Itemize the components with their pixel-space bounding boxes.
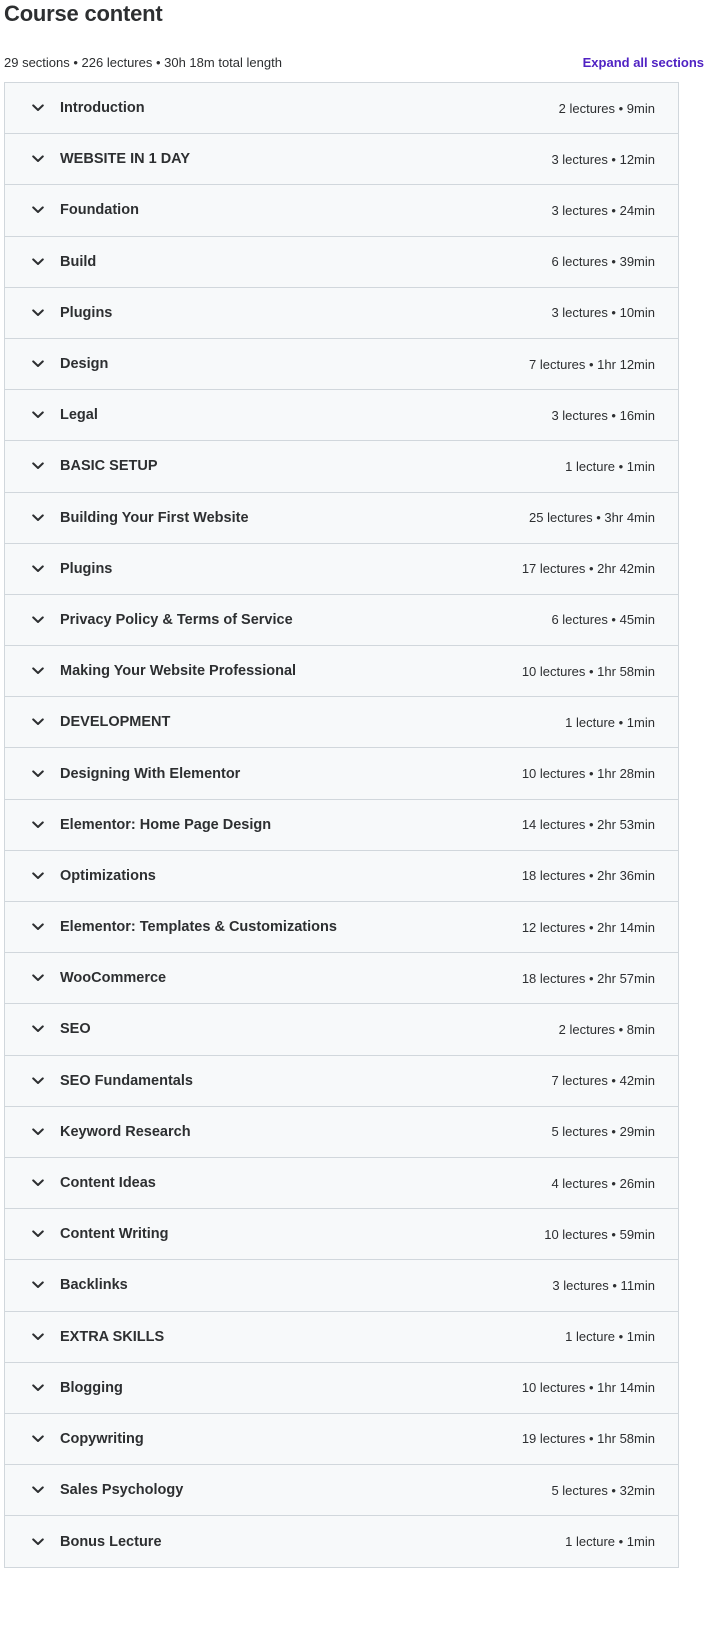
section-header[interactable] xyxy=(5,1209,678,1260)
chevron-down-icon xyxy=(31,562,45,576)
section-lecture-count: 6 lectures • 39min xyxy=(551,254,655,270)
section-lecture-count: 6 lectures • 45min xyxy=(551,612,655,628)
course-summary: 29 sections • 226 lectures • 30h 18m total length xyxy=(4,54,282,70)
section-title: Plugins xyxy=(60,560,113,577)
section-lecture-count: 18 lectures • 2hr 36min xyxy=(521,868,655,884)
section-header[interactable] xyxy=(5,544,678,595)
content-summary-row xyxy=(4,52,704,72)
chevron-down-icon xyxy=(31,1483,45,1497)
section-title: DEVELOPMENT xyxy=(60,714,171,731)
section-lecture-count: 1 lecture • 1min xyxy=(565,458,655,474)
section-header[interactable] xyxy=(5,185,678,236)
chevron-down-icon xyxy=(31,255,45,269)
section-lecture-count: 19 lectures • 1hr 58min xyxy=(521,1431,655,1447)
section-lecture-count: 17 lectures • 2hr 42min xyxy=(521,561,655,577)
section-header[interactable] xyxy=(5,1056,678,1107)
section-header[interactable] xyxy=(5,237,678,288)
chevron-down-icon xyxy=(31,767,45,781)
section-header[interactable] xyxy=(5,441,678,492)
section-title: Sales Psychology xyxy=(60,1482,184,1499)
section-header[interactable] xyxy=(5,902,678,953)
chevron-down-icon xyxy=(31,152,45,166)
section-header[interactable] xyxy=(5,748,678,799)
section-title: BASIC SETUP xyxy=(60,458,158,475)
chevron-down-icon xyxy=(31,1381,45,1395)
section-title: Copywriting xyxy=(60,1430,144,1447)
chevron-down-icon xyxy=(31,1176,45,1190)
section-header[interactable] xyxy=(5,1004,678,1055)
section-lecture-count: 2 lectures • 9min xyxy=(558,100,655,116)
section-header[interactable] xyxy=(5,493,678,544)
section-header[interactable] xyxy=(5,1516,678,1567)
chevron-down-icon xyxy=(31,203,45,217)
chevron-down-icon xyxy=(31,1125,45,1139)
section-header[interactable] xyxy=(5,288,678,339)
section-title: Build xyxy=(60,253,97,270)
section-title: Blogging xyxy=(60,1379,123,1396)
chevron-down-icon xyxy=(31,664,45,678)
chevron-down-icon xyxy=(31,408,45,422)
section-title: Privacy Policy & Terms of Service xyxy=(60,611,293,628)
section-lecture-count: 25 lectures • 3hr 4min xyxy=(529,510,655,526)
chevron-down-icon xyxy=(31,357,45,371)
chevron-down-icon xyxy=(31,1074,45,1088)
sections-accordion xyxy=(4,82,679,1568)
section-lecture-count: 10 lectures • 1hr 14min xyxy=(521,1380,655,1396)
section-title: WEBSITE IN 1 DAY xyxy=(60,151,190,168)
section-title: Content Writing xyxy=(60,1226,169,1243)
section-title: Making Your Website Professional xyxy=(60,663,297,680)
section-title: SEO Fundamentals xyxy=(60,1072,193,1089)
section-header[interactable] xyxy=(5,339,678,390)
section-title: Backlinks xyxy=(60,1277,128,1294)
section-header[interactable] xyxy=(5,1260,678,1311)
section-title: Designing With Elementor xyxy=(60,765,241,782)
section-lecture-count: 7 lectures • 1hr 12min xyxy=(529,356,655,372)
section-header[interactable] xyxy=(5,1465,678,1516)
section-lecture-count: 3 lectures • 12min xyxy=(551,151,655,167)
section-lecture-count: 1 lecture • 1min xyxy=(565,1534,655,1550)
section-header[interactable] xyxy=(5,646,678,697)
chevron-down-icon xyxy=(31,971,45,985)
section-header[interactable] xyxy=(5,134,678,185)
section-lecture-count: 14 lectures • 2hr 53min xyxy=(521,817,655,833)
page-title: Course content xyxy=(4,1,163,26)
section-title: Bonus Lecture xyxy=(60,1533,162,1550)
chevron-down-icon xyxy=(31,613,45,627)
chevron-down-icon xyxy=(31,306,45,320)
chevron-down-icon xyxy=(31,869,45,883)
section-title: Elementor: Templates & Customizations xyxy=(60,919,337,936)
chevron-down-icon xyxy=(31,1535,45,1549)
section-title: Legal xyxy=(60,407,98,424)
section-header[interactable] xyxy=(5,83,678,134)
section-title: EXTRA SKILLS xyxy=(60,1328,165,1345)
section-title: Keyword Research xyxy=(60,1123,191,1140)
section-header[interactable] xyxy=(5,390,678,441)
section-lecture-count: 10 lectures • 1hr 58min xyxy=(521,663,655,679)
chevron-down-icon xyxy=(31,1330,45,1344)
section-lecture-count: 7 lectures • 42min xyxy=(551,1073,655,1089)
section-lecture-count: 3 lectures • 24min xyxy=(551,202,655,218)
chevron-down-icon xyxy=(31,818,45,832)
section-title: SEO xyxy=(60,1021,91,1038)
section-lecture-count: 2 lectures • 8min xyxy=(558,1021,655,1037)
section-title: Optimizations xyxy=(60,867,156,884)
section-header[interactable] xyxy=(5,697,678,748)
section-header[interactable] xyxy=(5,1363,678,1414)
section-title: Introduction xyxy=(60,100,145,117)
section-header[interactable] xyxy=(5,953,678,1004)
chevron-down-icon xyxy=(31,101,45,115)
chevron-down-icon xyxy=(31,459,45,473)
section-title: Elementor: Home Page Design xyxy=(60,816,272,833)
section-header[interactable] xyxy=(5,1312,678,1363)
section-header[interactable] xyxy=(5,1158,678,1209)
section-lecture-count: 3 lectures • 10min xyxy=(551,305,655,321)
chevron-down-icon xyxy=(31,920,45,934)
section-lecture-count: 3 lectures • 11min xyxy=(552,1277,655,1293)
section-lecture-count: 5 lectures • 29min xyxy=(551,1124,655,1140)
chevron-down-icon xyxy=(31,1227,45,1241)
section-lecture-count: 10 lectures • 1hr 28min xyxy=(521,766,655,782)
chevron-down-icon xyxy=(31,715,45,729)
chevron-down-icon xyxy=(31,1278,45,1292)
section-header[interactable] xyxy=(5,1107,678,1158)
section-lecture-count: 10 lectures • 59min xyxy=(544,1226,655,1242)
section-lecture-count: 1 lecture • 1min xyxy=(565,714,655,730)
chevron-down-icon xyxy=(31,1022,45,1036)
section-header[interactable] xyxy=(5,800,678,851)
chevron-down-icon xyxy=(31,1432,45,1446)
section-header[interactable] xyxy=(5,595,678,646)
section-title: WooCommerce xyxy=(60,970,167,987)
section-title: Design xyxy=(60,356,109,373)
section-header[interactable] xyxy=(5,851,678,902)
section-header[interactable] xyxy=(5,1414,678,1465)
section-title: Content Ideas xyxy=(60,1175,156,1192)
section-lecture-count: 3 lectures • 16min xyxy=(551,407,655,423)
section-lecture-count: 4 lectures • 26min xyxy=(551,1175,655,1191)
section-title: Foundation xyxy=(60,202,139,219)
section-lecture-count: 12 lectures • 2hr 14min xyxy=(521,919,655,935)
section-title: Plugins xyxy=(60,304,113,321)
chevron-down-icon xyxy=(31,511,45,525)
expand-all-sections-button[interactable]: Expand all sections xyxy=(582,54,704,70)
section-title: Building Your First Website xyxy=(60,509,249,526)
section-lecture-count: 5 lectures • 32min xyxy=(551,1482,655,1498)
section-lecture-count: 1 lecture • 1min xyxy=(565,1329,655,1345)
section-lecture-count: 18 lectures • 2hr 57min xyxy=(521,970,655,986)
